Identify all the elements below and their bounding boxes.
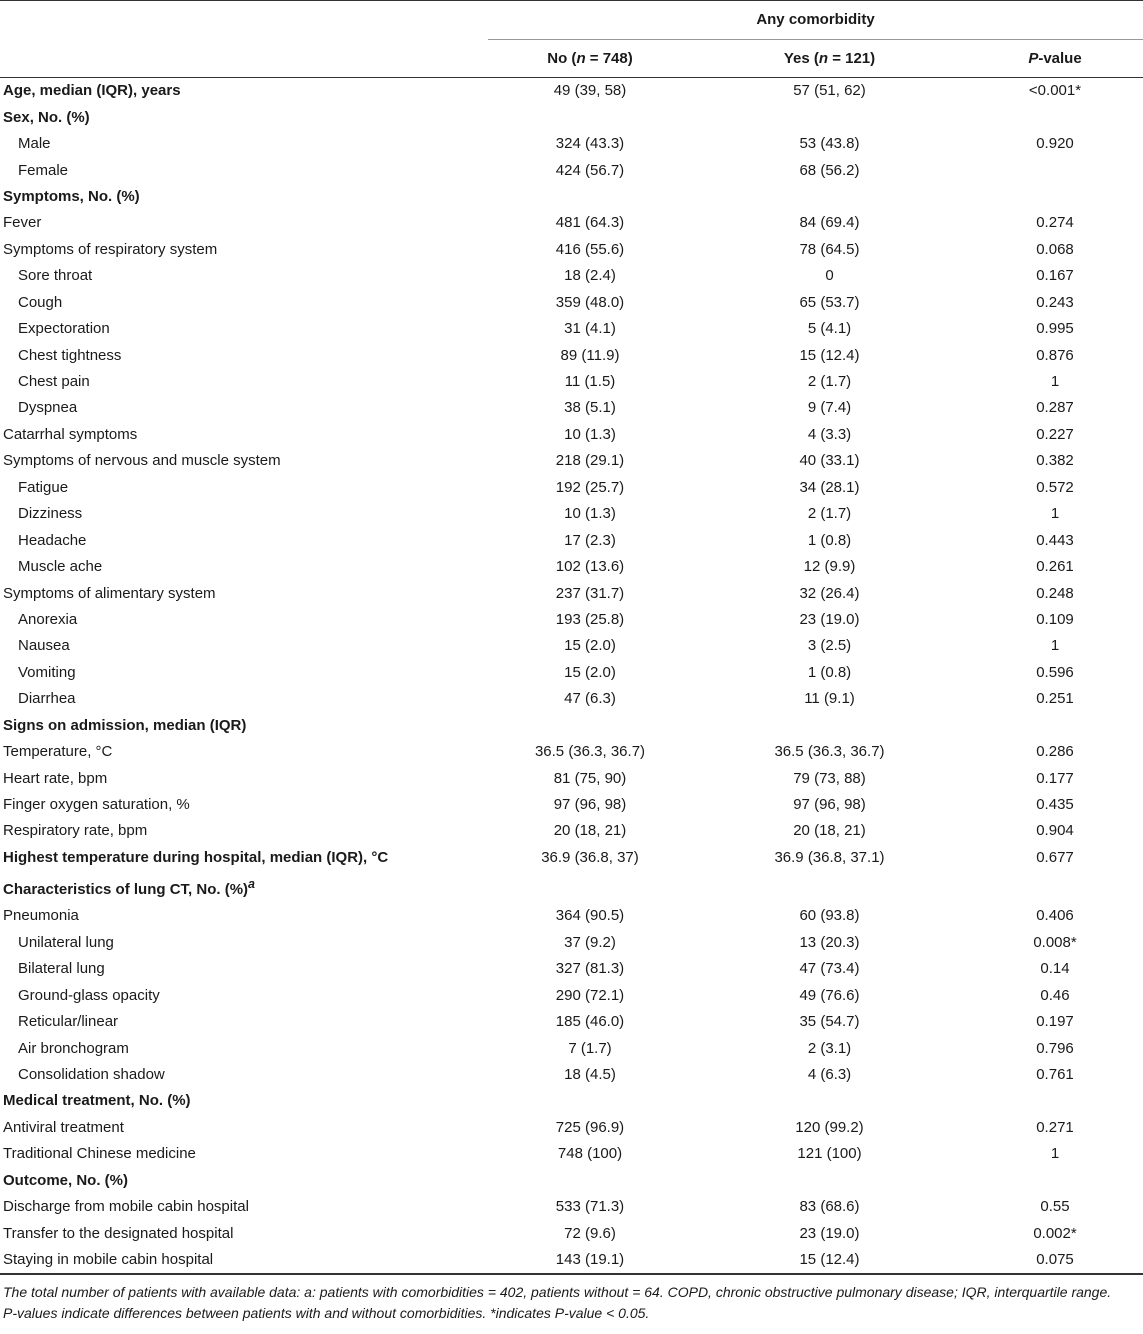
row-label: Symptoms of respiratory system [3, 240, 218, 258]
cell-pvalue: 0.002* [1033, 1224, 1077, 1242]
cell-yes: 1 (0.8) [807, 531, 852, 549]
table-row [0, 982, 1143, 1008]
cell-no: 17 (2.3) [564, 531, 616, 549]
table-row [0, 210, 1143, 236]
cell-yes: 78 (64.5) [799, 240, 860, 258]
cell-no [488, 871, 692, 903]
table-row [0, 369, 1143, 395]
cell-pvalue: 0.075 [1036, 1251, 1074, 1269]
cell-yes: 12 (9.9) [803, 558, 856, 576]
table-row [0, 1115, 1143, 1141]
table-row [0, 1035, 1143, 1061]
cell-pvalue: 0.248 [1036, 584, 1074, 602]
table-row [0, 1009, 1143, 1035]
cell-no: 81 (75, 90) [553, 769, 627, 787]
table-row [0, 1168, 1143, 1194]
row-label: Signs on admission, median (IQR) [3, 716, 247, 734]
table-row [0, 739, 1143, 765]
table-row [0, 713, 1143, 739]
cell-yes: 120 (99.2) [795, 1118, 864, 1136]
cell-pvalue: 0.243 [1036, 293, 1074, 311]
table-footnote [0, 1274, 1143, 1324]
cell-pvalue: 0.167 [1036, 267, 1074, 285]
row-label: Discharge from mobile cabin hospital [3, 1198, 249, 1216]
row-label: Female [18, 161, 69, 179]
table-row [0, 871, 1143, 903]
table-row [0, 448, 1143, 474]
cell-pvalue [967, 184, 1143, 210]
cell-no: 481 (64.3) [555, 214, 625, 232]
cell-no: 416 (55.6) [555, 240, 625, 258]
cell-no: 359 (48.0) [555, 293, 625, 311]
cell-no: 193 (25.8) [555, 610, 625, 628]
cell-no: 47 (6.3) [564, 690, 616, 708]
table-row [0, 818, 1143, 844]
cell-pvalue: 0.596 [1036, 663, 1074, 681]
superscript-note: a [248, 877, 255, 892]
table-row [0, 554, 1143, 580]
cell-yes [692, 184, 967, 210]
cell-pvalue: 0.227 [1036, 425, 1074, 443]
row-label: Consolidation shadow [18, 1065, 165, 1083]
cell-yes [692, 1168, 967, 1194]
cell-no: 72 (9.6) [564, 1224, 616, 1242]
cell-pvalue: 0.197 [1036, 1013, 1074, 1031]
cell-no: 89 (11.9) [560, 346, 620, 364]
cell-no [488, 104, 692, 130]
cell-yes: 49 (76.6) [799, 986, 860, 1004]
cell-no: 31 (4.1) [564, 320, 616, 338]
row-label: Expectoration [18, 320, 110, 338]
cell-no: 192 (25.7) [555, 478, 625, 496]
cell-pvalue [967, 871, 1143, 903]
cell-no: 237 (31.7) [555, 584, 625, 602]
cell-yes: 40 (33.1) [799, 452, 860, 470]
cell-no: 324 (43.3) [555, 135, 625, 153]
cell-no: 36.9 (36.8, 37) [541, 848, 639, 866]
row-label: Pneumonia [3, 907, 79, 925]
cell-yes: 2 (1.7) [807, 505, 852, 523]
cell-yes [692, 1088, 967, 1114]
header-col-pvalue: P-value [1028, 49, 1082, 67]
cell-yes [692, 713, 967, 739]
cell-yes: 20 (18, 21) [793, 822, 866, 840]
table-row [0, 157, 1143, 183]
cell-no: 364 (90.5) [555, 907, 625, 925]
table-row [0, 475, 1143, 501]
cell-pvalue: 0.068 [1036, 240, 1074, 258]
table-row [0, 956, 1143, 982]
cell-yes: 23 (19.0) [799, 1224, 860, 1242]
table-row [0, 633, 1143, 659]
header-label-cell [0, 40, 488, 78]
row-label: Symptoms, No. (%) [3, 187, 140, 205]
table-header [0, 1, 1143, 78]
table-row [0, 792, 1143, 818]
table-row [0, 263, 1143, 289]
cell-pvalue: 0.46 [1040, 986, 1070, 1004]
cell-pvalue: 1 [1050, 637, 1060, 655]
cell-yes: 4 (3.3) [807, 425, 852, 443]
cell-no: 38 (5.1) [564, 399, 616, 417]
cell-pvalue: 0.406 [1036, 907, 1074, 925]
row-label: Traditional Chinese medicine [3, 1145, 196, 1163]
table-row [0, 131, 1143, 157]
cell-yes: 15 (12.4) [799, 346, 860, 364]
cell-pvalue [967, 1168, 1143, 1194]
row-label: Staying in mobile cabin hospital [3, 1251, 214, 1269]
header-col-yes: Yes (n = 121) [783, 49, 876, 67]
cell-yes: 2 (1.7) [807, 373, 852, 391]
row-label: Bilateral lung [18, 960, 105, 978]
cell-no: 218 (29.1) [555, 452, 625, 470]
table-row [0, 316, 1143, 342]
table-row [0, 660, 1143, 686]
row-label: Medical treatment, No. (%) [3, 1092, 191, 1110]
row-label: Chest tightness [18, 346, 122, 364]
cell-no: 97 (96, 98) [553, 796, 627, 814]
cell-yes: 35 (54.7) [799, 1013, 860, 1031]
cell-yes: 121 (100) [797, 1145, 862, 1163]
table-row [0, 686, 1143, 712]
cell-pvalue: 0.274 [1036, 214, 1074, 232]
table-body [0, 78, 1143, 1274]
cell-no: 36.5 (36.3, 36.7) [534, 743, 646, 761]
cell-pvalue [967, 713, 1143, 739]
cell-yes: 11 (9.1) [804, 690, 855, 708]
cell-pvalue: 0.008* [1033, 933, 1077, 951]
cell-pvalue: 0.995 [1036, 320, 1074, 338]
cell-pvalue: 0.286 [1036, 743, 1074, 761]
cell-pvalue: 1 [1050, 505, 1060, 523]
cell-yes: 36.5 (36.3, 36.7) [774, 743, 885, 761]
cell-pvalue: 1 [1050, 373, 1060, 391]
cell-yes: 97 (96, 98) [793, 796, 866, 814]
cell-no: 748 (100) [557, 1145, 623, 1163]
row-label: Outcome, No. (%) [3, 1171, 129, 1189]
cell-yes: 0 [825, 267, 834, 285]
row-label: Antiviral treatment [3, 1118, 124, 1136]
cell-pvalue [967, 157, 1143, 183]
cell-pvalue: 0.177 [1036, 769, 1074, 787]
cell-no [488, 184, 692, 210]
cell-pvalue: 0.55 [1040, 1198, 1070, 1216]
row-label: Symptoms of alimentary system [3, 584, 216, 602]
cell-no [488, 1168, 692, 1194]
table-row [0, 527, 1143, 553]
row-label: Catarrhal symptoms [3, 425, 138, 443]
table-row [0, 342, 1143, 368]
table-row [0, 422, 1143, 448]
cell-yes: 34 (28.1) [799, 478, 860, 496]
cell-no: 18 (4.5) [564, 1065, 616, 1083]
cell-no: 11 (1.5) [564, 373, 616, 391]
cell-pvalue: 0.109 [1036, 610, 1074, 628]
row-label: Characteristics of lung CT, No. (%)$^a$ [3, 877, 255, 899]
cell-no: 37 (9.2) [564, 933, 616, 951]
row-label: Reticular/linear [18, 1013, 119, 1031]
table-row [0, 78, 1143, 105]
cell-pvalue: 0.796 [1036, 1039, 1074, 1057]
cell-no: 424 (56.7) [555, 161, 625, 179]
cell-pvalue: 0.261 [1036, 558, 1074, 576]
cell-no: 20 (18, 21) [553, 822, 627, 840]
row-label: Ground-glass opacity [18, 986, 160, 1004]
cell-yes: 32 (26.4) [799, 584, 860, 602]
table-row [0, 903, 1143, 929]
cell-yes: 84 (69.4) [799, 214, 860, 232]
cell-yes: 65 (53.7) [799, 293, 860, 311]
cell-pvalue: 0.572 [1036, 478, 1074, 496]
cell-no: 7 (1.7) [568, 1039, 612, 1057]
table-row [0, 104, 1143, 130]
table-row [0, 845, 1143, 871]
cell-yes [692, 871, 967, 903]
cell-pvalue: 0.382 [1036, 452, 1074, 470]
row-label: Temperature, °C [3, 743, 113, 761]
table-row [0, 1062, 1143, 1088]
cell-no: 290 (72.1) [555, 986, 625, 1004]
cell-pvalue: 0.287 [1036, 399, 1074, 417]
row-label: Chest pain [18, 373, 90, 391]
cell-pvalue: 0.761 [1036, 1065, 1074, 1083]
cell-no: 15 (2.0) [564, 663, 616, 681]
cell-pvalue: 0.904 [1036, 822, 1074, 840]
cell-pvalue: <0.001* [1028, 82, 1082, 100]
cell-yes: 57 (51, 62) [793, 82, 866, 100]
cell-pvalue: 0.920 [1036, 135, 1074, 153]
cell-yes: 15 (12.4) [799, 1251, 860, 1269]
cell-yes: 79 (73, 88) [793, 769, 866, 787]
row-label: Male [18, 135, 51, 153]
row-label: Air bronchogram [18, 1039, 129, 1057]
cell-yes: 9 (7.4) [807, 399, 852, 417]
table-row [0, 237, 1143, 263]
cell-pvalue: 0.677 [1036, 848, 1074, 866]
cell-no: 143 (19.1) [555, 1251, 625, 1269]
cell-pvalue: 1 [1050, 1145, 1060, 1163]
row-label: Respiratory rate, bpm [3, 822, 148, 840]
header-col-no: No (n = 748) [547, 49, 633, 67]
header-columns-row [0, 40, 1143, 78]
table-row [0, 765, 1143, 791]
cell-yes: 5 (4.1) [807, 320, 852, 338]
cell-pvalue: 0.251 [1036, 690, 1074, 708]
table-row [0, 395, 1143, 421]
row-label: Diarrhea [18, 690, 76, 708]
cell-yes: 47 (73.4) [799, 960, 860, 978]
cell-no: 533 (71.3) [555, 1198, 625, 1216]
row-label: Transfer to the designated hospital [3, 1224, 234, 1242]
cell-pvalue: 0.435 [1036, 796, 1074, 814]
cell-no: 327 (81.3) [555, 960, 625, 978]
table-row [0, 1194, 1143, 1220]
row-label: Headache [18, 531, 87, 549]
cell-yes: 2 (3.1) [807, 1039, 852, 1057]
cell-yes: 1 (0.8) [807, 663, 852, 681]
row-label: Symptoms of nervous and muscle system [3, 452, 281, 470]
table-row [0, 184, 1143, 210]
cell-pvalue: 0.271 [1036, 1118, 1074, 1136]
table-row [0, 290, 1143, 316]
footnote-line-2: P-values indicate differences between patients with and without comorbidities. *indicates P-value < 0.05. [3, 1305, 650, 1322]
row-label: Dizziness [18, 505, 83, 523]
table-row [0, 580, 1143, 606]
cell-no: 10 (1.3) [564, 425, 616, 443]
cell-yes: 60 (93.8) [799, 907, 860, 925]
cell-pvalue: 0.443 [1036, 531, 1074, 549]
cell-pvalue [967, 104, 1143, 130]
cell-yes: 4 (6.3) [807, 1065, 852, 1083]
row-label: Age, median (IQR), years [3, 82, 181, 100]
cell-no: 10 (1.3) [564, 505, 616, 523]
cell-no: 18 (2.4) [564, 267, 616, 285]
cell-yes: 13 (20.3) [799, 933, 860, 951]
cell-no: 185 (46.0) [555, 1013, 625, 1031]
table-row [0, 607, 1143, 633]
table-row [0, 1088, 1143, 1114]
row-label: Nausea [18, 637, 70, 655]
cell-no: 15 (2.0) [564, 637, 616, 655]
cell-yes: 3 (2.5) [807, 637, 852, 655]
cell-yes: 23 (19.0) [799, 610, 860, 628]
row-label: Fever [3, 214, 42, 232]
cell-pvalue: 0.14 [1040, 960, 1070, 978]
row-label: Unilateral lung [18, 933, 114, 951]
cell-no [488, 713, 692, 739]
header-empty-cell [0, 1, 488, 40]
table-row [0, 1141, 1143, 1167]
table-row [0, 501, 1143, 527]
footnote-line-1: The total number of patients with available data: a: patients with comorbidities = 402, patients without = 64. COPD, chronic obstructive pulmonary disease; IQR, interquartile range. [3, 1284, 1112, 1301]
row-label: Vomiting [18, 663, 76, 681]
row-label: Fatigue [18, 478, 69, 496]
row-label: Sore throat [18, 267, 93, 285]
row-label: Sex, No. (%) [3, 108, 90, 126]
cell-no: 49 (39, 58) [553, 82, 627, 100]
table-row [0, 1247, 1143, 1274]
header-group-label: Any comorbidity [488, 1, 1143, 40]
row-label: Muscle ache [18, 558, 103, 576]
table-row [0, 1220, 1143, 1246]
cell-no: 102 (13.6) [555, 558, 625, 576]
cell-no: 725 (96.9) [555, 1118, 625, 1136]
cell-yes: 53 (43.8) [799, 135, 860, 153]
row-label: Heart rate, bpm [3, 769, 108, 787]
row-label: Finger oxygen saturation, % [3, 796, 190, 814]
row-label: Dyspnea [18, 399, 78, 417]
cell-yes: 83 (68.6) [799, 1198, 860, 1216]
cell-pvalue [967, 1088, 1143, 1114]
cell-pvalue: 0.876 [1036, 346, 1074, 364]
table-row [0, 930, 1143, 956]
cell-yes: 36.9 (36.8, 37.1) [774, 848, 885, 866]
row-label: Anorexia [18, 610, 78, 628]
row-label: Highest temperature during hospital, median (IQR), °C [3, 848, 389, 866]
row-label: Cough [18, 293, 63, 311]
cell-no [488, 1088, 692, 1114]
header-group-row [0, 1, 1143, 40]
cell-yes [692, 104, 967, 130]
cell-yes: 68 (56.2) [799, 161, 860, 179]
